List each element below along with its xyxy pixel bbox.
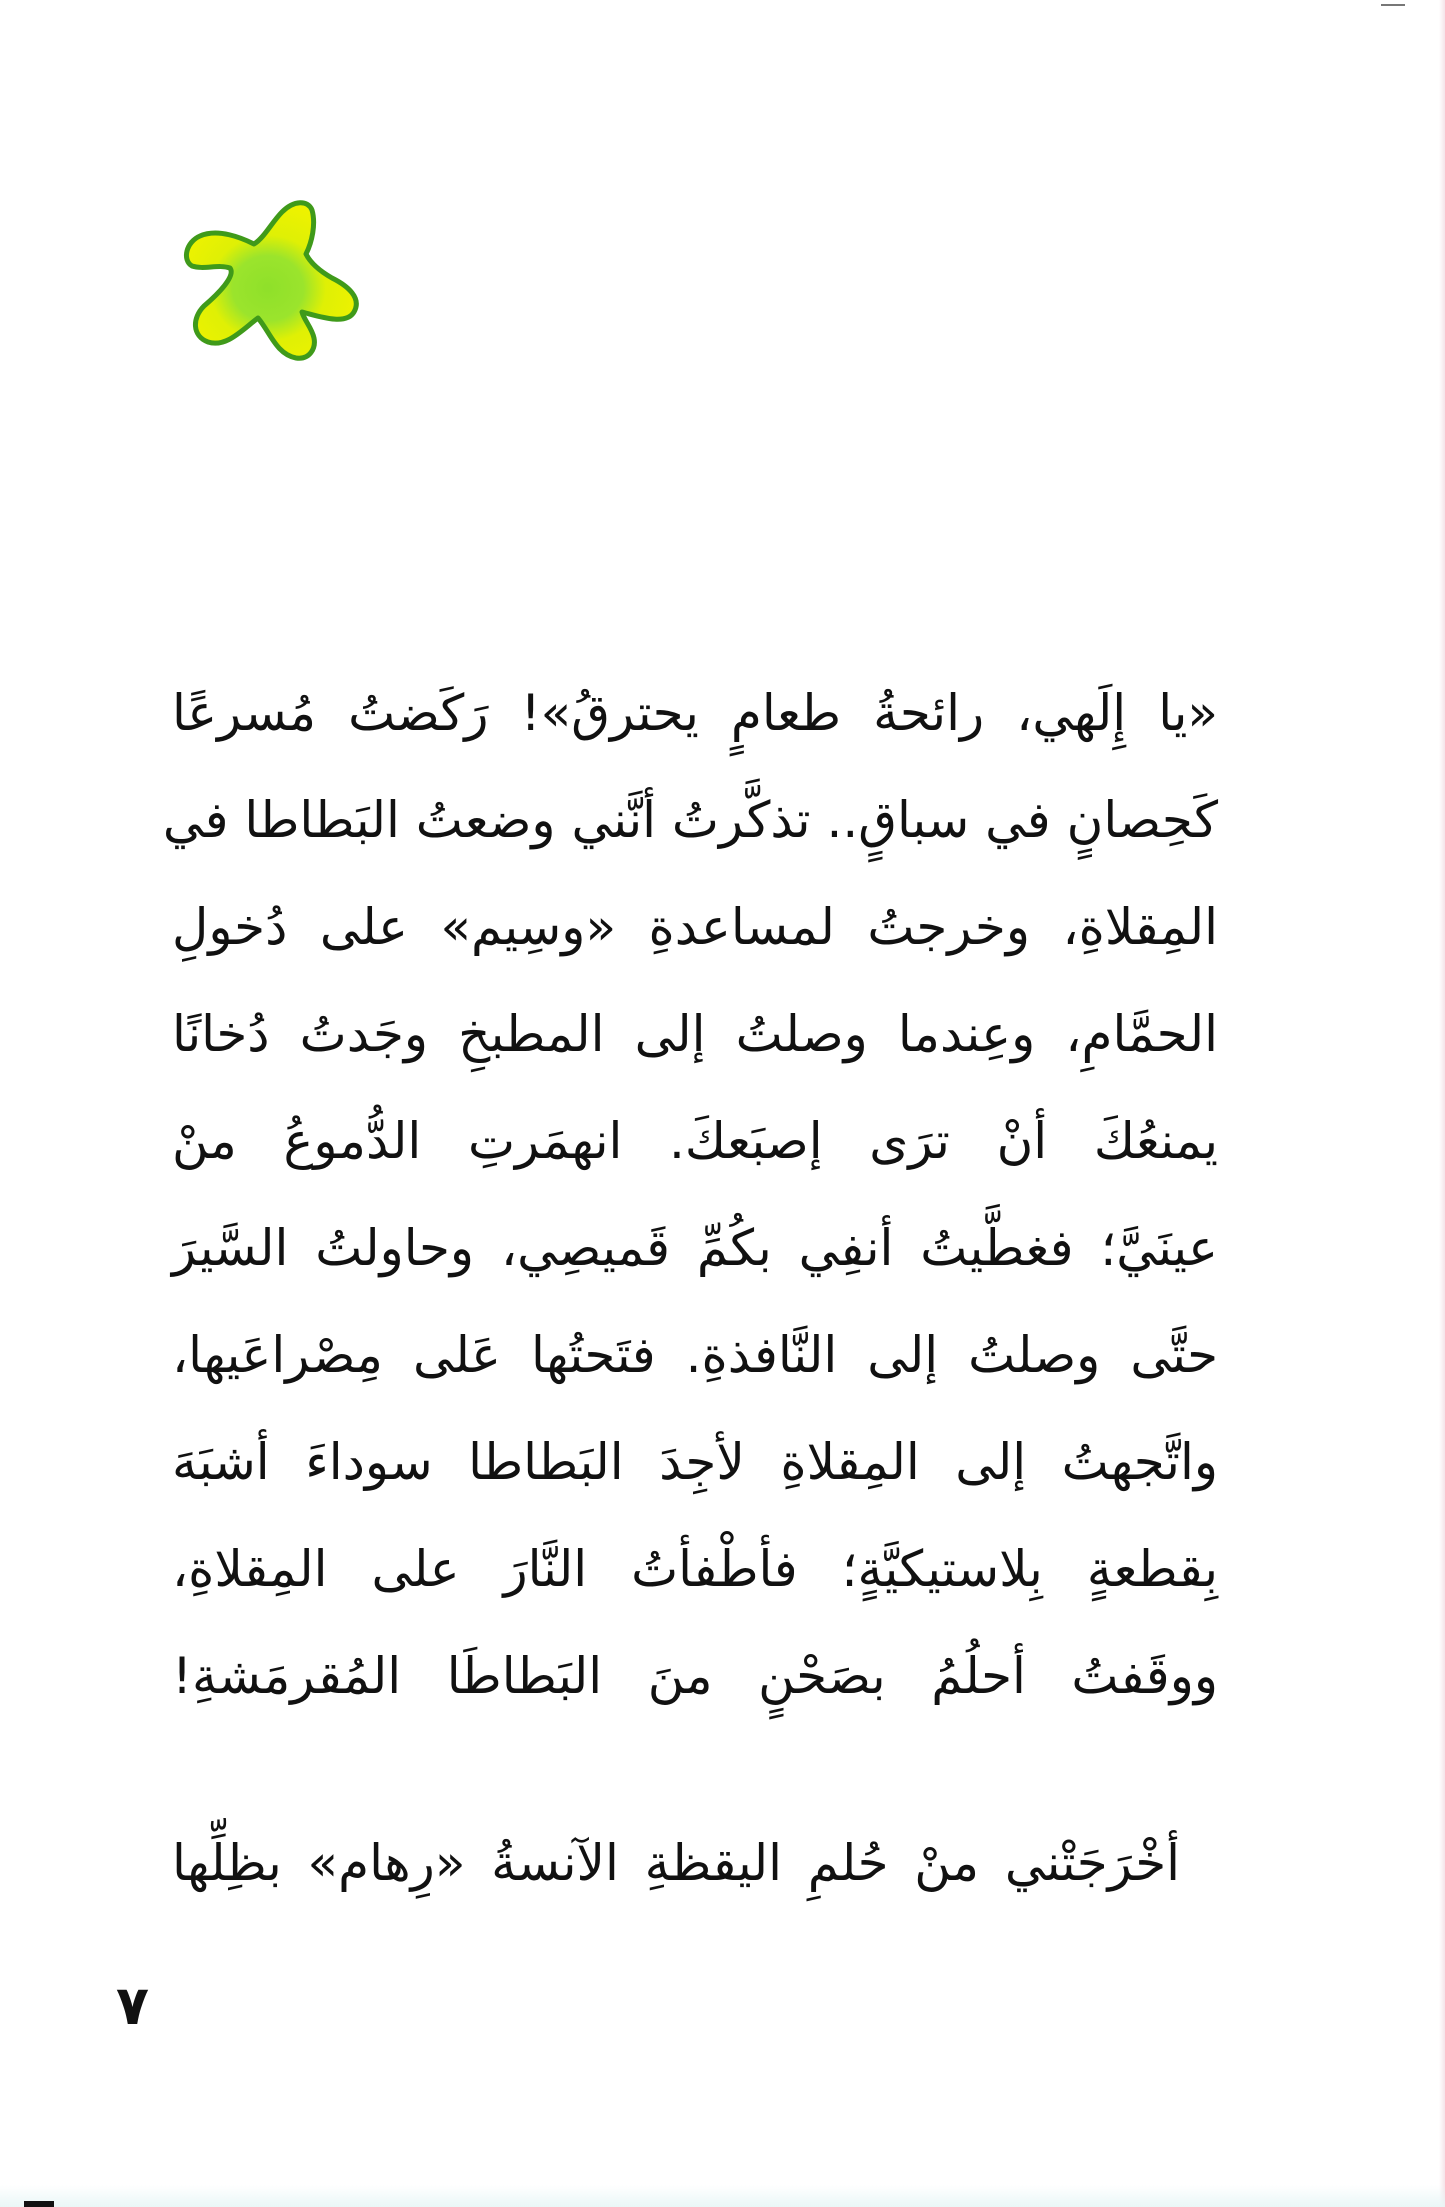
flower-icon — [178, 198, 368, 368]
text-line: حتَّى وصلتُ إلى النَّافذةِ. فتَحتُها عَلى مِصْراعَيها، — [172, 1326, 1218, 1384]
text-line: ووقَفتُ أحلُمُ بصَحْنٍ منَ البَطاطَا المُقرمَشةِ! — [172, 1647, 1218, 1705]
page-number: ٧ — [116, 1974, 149, 2037]
text-line: كَحِصانٍ في سباقٍ.. تذكَّرتُ أنَّني وضعتُ البَطاطا في — [162, 791, 1218, 849]
text-line: الحمَّامِ، وعِندما وصلتُ إلى المطبخِ وجَدتُ دُخانًا — [172, 1005, 1218, 1063]
text-line: عينَيَّ؛ فغطَّيتُ أنفِي بكُمِّ قَميصِي، وحاولتُ السَّيرَ — [172, 1219, 1218, 1277]
page-bottom-edge — [0, 2185, 1445, 2207]
text-line: أخْرَجَتْني منْ حُلمِ اليقظةِ الآنسةُ «رِهام» بظِلِّها — [172, 1834, 1180, 1892]
text-line: بِقطعةٍ بِلاستيكيَّةٍ؛ فأطْفأتُ النَّارَ على المِقلاةِ، — [172, 1540, 1218, 1598]
text-line: يمنعُكَ أنْ ترَى إصبَعكَ. انهمَرتِ الدُّموعُ منْ — [172, 1112, 1218, 1170]
page-edge-shadow — [1439, 0, 1445, 2207]
paragraph-1 — [162, 660, 1218, 1730]
text-line: المِقلاةِ، وخرجتُ لمساعدةِ «وسِيم» على دُخولِ — [172, 898, 1218, 956]
scan-artifact-mark — [1381, 4, 1405, 6]
paragraph-2 — [172, 1810, 1180, 1917]
scan-artifact-mark — [24, 2201, 54, 2207]
text-line: «يا إِلَهي، رائحةُ طعامٍ يحترقُ»! رَكَضتُ مُسرعًا — [172, 684, 1218, 742]
text-line: واتَّجهتُ إلى المِقلاةِ لأجِدَ البَطاطا سوداءَ أشبَهَ — [172, 1433, 1218, 1491]
